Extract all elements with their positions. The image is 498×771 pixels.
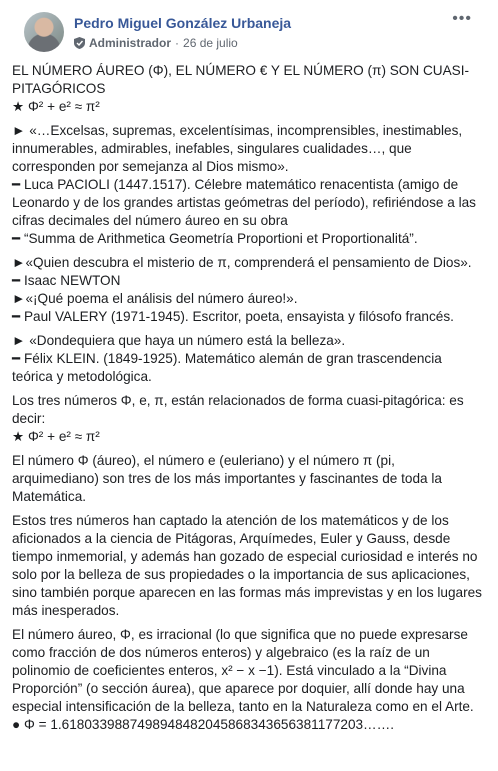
golden-ratio-text: El número áureo, Φ, es irracional (lo que significa que no puede expresarse como fracción de dos números enteros) y algebraico (es la raíz de un polinomio de coeficientes enteros, x² − x −1). Está vinculado a la “Divina Proporción” (o sección áurea), que aparece por doquier, allí donde hay una especial intensificación de la belleza, tanto en la Naturaleza como en el Arte. — [12, 627, 474, 714]
meta-separator: · — [175, 36, 180, 50]
quote-klein: ► «Dondequiera que haya un número está la belleza». — [12, 333, 346, 348]
attribution-pacioli: ━ Luca PACIOLI (1447.1517). Célebre matemático renacentista (amigo de Leonardo y de los grandes artistas geómetras del período), refiriéndose a las cifras decimales del número áureo en su obra — [12, 177, 476, 228]
quote-newton: ►«Quien descubra el misterio de π, comprenderá el pensamiento de Dios». — [12, 255, 472, 270]
attribution-newton: ━ Isaac NEWTON — [12, 273, 121, 288]
post-body — [12, 62, 484, 740]
relation-text: Los tres números Φ, e, π, están relacionados de forma cuasi-pitagórica: es decir: — [12, 393, 464, 426]
attribution-valery: ━ Paul VALERY (1971-1945). Escritor, poeta, ensayista y filósofo francés. — [12, 309, 454, 324]
post-paragraph — [12, 392, 484, 446]
post-header — [12, 0, 486, 62]
post-paragraph — [12, 254, 484, 326]
post-paragraph: Estos tres números han captado la atención de los matemáticos y de los aficionados a la ciencia de Pitágoras, Arquímedes, Euler y Gauss, desde tiempo inmemorial, y además han gozado de especial curiosidad e interés no solo por la belleza de sus propiedades o la importancia de sus aplicaciones, sino también porque aparecen en las formas más imprevistas y en los lugares más inesperados. — [12, 513, 482, 618]
golden-ratio-value: ● Φ = 1.6180339887498948482045868343656381177203……. — [12, 717, 395, 732]
post-meta — [74, 36, 238, 50]
formula-line: ★ Φ² + e² ≈ π² — [12, 429, 100, 444]
shield-icon — [74, 37, 85, 49]
more-options-button[interactable]: ••• — [452, 10, 472, 27]
post-title: EL NÚMERO ÁUREO (Φ), EL NÚMERO € Y EL NÚMERO (π) SON CUASI-PITAGÓRICOS — [12, 63, 470, 96]
formula-line: ★ Φ² + e² ≈ π² — [12, 99, 100, 114]
work-title: ━ “Summa de Arithmetica Geometría Proportioni et Proportionalitá”. — [12, 231, 418, 246]
post-paragraph — [12, 122, 484, 248]
quote-pacioli: ► «…Excelsas, supremas, excelentísimas, incomprensibles, inestimables, innumerables, admirables, inefables, singulares cualidades…, que corresponden por semejanza al Dios mismo». — [12, 123, 463, 174]
author-role[interactable]: Administrador — [89, 36, 172, 50]
post-paragraph — [12, 62, 484, 116]
attribution-klein: ━ Félix KLEIN. (1849-1925). Matemático alemán de gran trascendencia teórica y metodológica. — [12, 351, 442, 384]
post-paragraph — [12, 332, 484, 386]
post-paragraph — [12, 626, 484, 734]
post-date[interactable]: 26 de julio — [183, 36, 238, 50]
quote-valery: ►«¡Qué poema el análisis del número áureo!». — [12, 291, 298, 306]
post-paragraph: El número Φ (áureo), el número e (euleriano) y el número π (pi, arquimediano) son tres de los más importantes y fascinantes de toda la Matemática. — [12, 453, 442, 504]
author-name[interactable]: Pedro Miguel González Urbaneja — [74, 15, 292, 31]
avatar[interactable] — [24, 12, 64, 52]
